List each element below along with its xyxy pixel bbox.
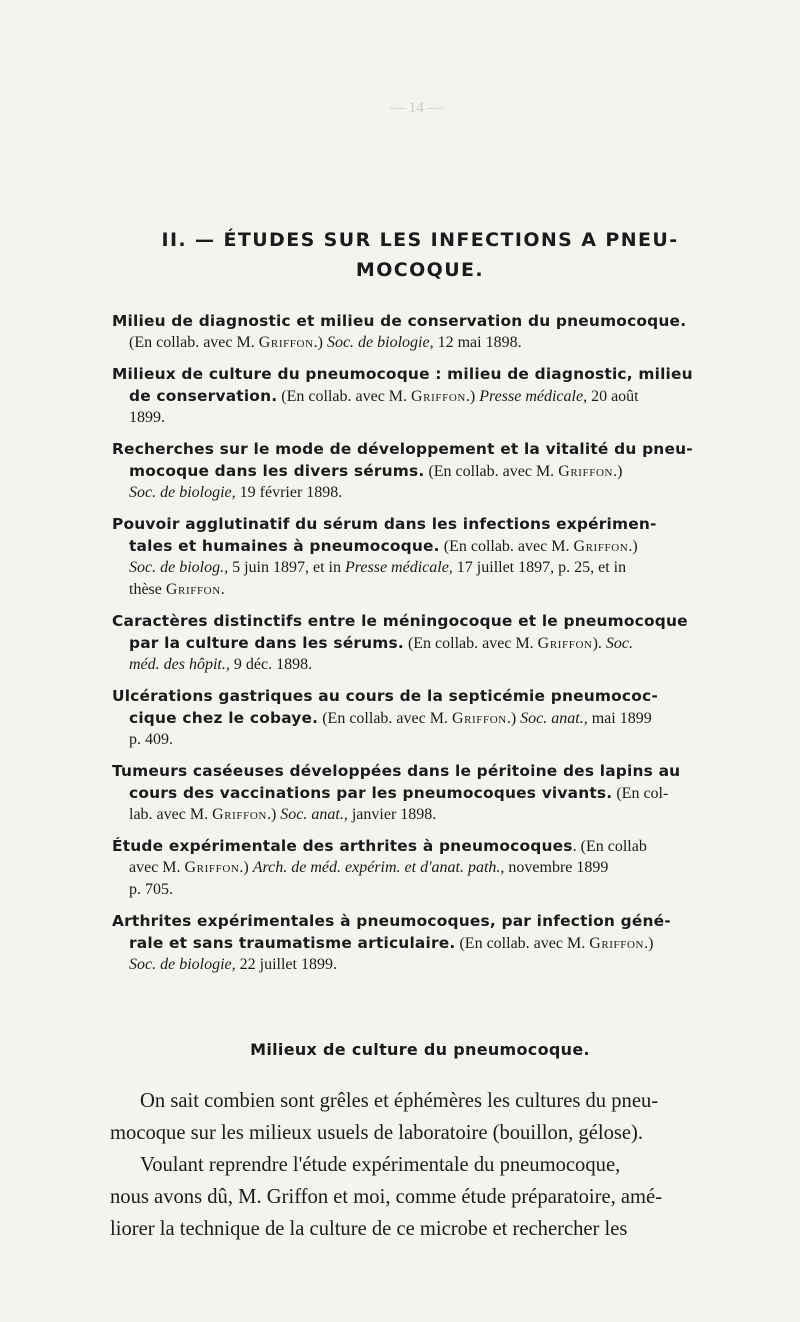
reference-line [112, 932, 767, 954]
reference-title: Milieu de diagnostic et milieu de conservation du pneumocoque. [112, 312, 687, 330]
reference-text: .) [644, 935, 654, 952]
reference-line [112, 879, 767, 901]
reference-line [112, 438, 767, 460]
reference-text: (En collab. avec M. [318, 710, 452, 727]
reference-text: .) [313, 334, 327, 351]
reference-text: novembre 1899 [504, 859, 609, 876]
reference-title: Étude expérimentale des arthrites à pneumocoques [112, 837, 573, 855]
reference-text: (En col- [612, 785, 669, 802]
reference-author: Griffon [258, 334, 314, 351]
reference-journal: Soc. de biologie, [129, 484, 236, 501]
reference-line [112, 835, 767, 857]
reference-line [112, 579, 767, 601]
reference-text: . [220, 581, 225, 598]
reference-entry [112, 685, 767, 751]
reference-line [112, 782, 767, 804]
reference-journal: Soc. de biolog., [129, 559, 229, 576]
reference-line [112, 910, 767, 932]
reference-author: Griffon [212, 806, 267, 823]
reference-journal: Soc. anat., [520, 710, 588, 727]
reference-journal: Presse médicale, [344, 559, 453, 576]
body-line: On sait combien sont grêles et éphémères les cultures du pneu- [140, 1090, 659, 1112]
section-title [100, 225, 740, 285]
reference-author: Griffon [184, 859, 240, 876]
reference-text: 9 déc. 1898. [229, 656, 313, 673]
reference-text: 5 juin 1897, et in [228, 559, 345, 576]
reference-line [112, 729, 767, 751]
body-line: liorer la technique de la culture de ce microbe et rechercher les [110, 1218, 628, 1240]
reference-title: Recherches sur le mode de développement et la vitalité du pneu- [112, 440, 693, 458]
reference-entry [112, 310, 767, 354]
reference-journal: Soc. de biologie, [326, 334, 434, 351]
reference-title: de conservation. [129, 387, 278, 405]
reference-line [112, 685, 767, 707]
reference-line [112, 310, 767, 332]
reference-author: Griffon [573, 538, 629, 555]
reference-text: 22 juillet 1899. [235, 956, 337, 973]
reference-journal: Presse médicale, [479, 388, 588, 405]
reference-title: Pouvoir agglutinatif du sérum dans les infections expérimen- [112, 515, 657, 533]
reference-title: Arthrites expérimentales à pneumocoques, par infection géné- [112, 912, 671, 930]
reference-entry [112, 363, 767, 429]
reference-title: tales et humaines à pneumocoque. [129, 537, 440, 555]
reference-text: lab. avec M. [129, 806, 213, 823]
reference-title: Caractères distinctifs entre le méningocoque et le pneumocoque [112, 612, 688, 630]
reference-line [112, 482, 767, 504]
body-paragraphs [110, 1085, 770, 1245]
reference-text: avec M. [129, 859, 185, 876]
reference-text: p. 705. [129, 881, 173, 898]
reference-journal: Soc. de biologie, [129, 956, 236, 973]
reference-line [112, 857, 767, 879]
reference-line [112, 407, 767, 429]
reference-text: (En collab. avec M. [129, 334, 259, 351]
reference-entry [112, 760, 767, 826]
reference-title: Tumeurs caséeuses développées dans le péritoine des lapins au [112, 762, 681, 780]
reference-line [112, 535, 767, 557]
reference-author: Griffon [537, 635, 593, 652]
reference-text: .) [628, 538, 638, 555]
body-line: nous avons dû, M. Griffon et moi, comme étude préparatoire, amé- [110, 1186, 663, 1208]
reference-text: (En collab. avec M. [424, 463, 559, 480]
reference-text: thèse [129, 581, 166, 598]
reference-title: cique chez le cobaye. [129, 709, 319, 727]
body-line: Voulant reprendre l'étude expérimentale du pneumocoque, [140, 1154, 621, 1176]
reference-list [112, 310, 767, 985]
reference-line [112, 460, 767, 482]
reference-text: 20 août [587, 388, 639, 405]
reference-line [112, 557, 767, 579]
reference-text: .) [266, 806, 281, 823]
reference-text: (En collab. avec M. [439, 538, 574, 555]
body-line: mocoque sur les milieux usuels de laboratoire (bouillon, gélose). [110, 1122, 644, 1144]
reference-line [112, 363, 767, 385]
reference-entry [112, 835, 767, 901]
reference-text: janvier 1898. [347, 806, 437, 823]
reference-line [112, 954, 767, 976]
reference-text: 12 mai 1898. [433, 334, 522, 351]
reference-line [112, 385, 767, 407]
reference-entry [112, 910, 767, 976]
reference-author: Griffon [451, 710, 507, 727]
reference-line [112, 654, 767, 676]
reference-author: Griffon [165, 581, 221, 598]
reference-journal: méd. des hôpit., [129, 656, 230, 673]
reference-author: Griffon [411, 388, 466, 405]
page-number: — 14 — [390, 100, 443, 116]
reference-text: .) [613, 463, 623, 480]
reference-journal: Soc. anat., [280, 806, 348, 823]
reference-text: 17 juillet 1897, p. 25, et in [452, 559, 627, 576]
reference-text: . (En collab [572, 838, 647, 855]
reference-line [112, 332, 767, 354]
reference-line [112, 513, 767, 535]
reference-author: Griffon [589, 935, 645, 952]
reference-text: .) [506, 710, 521, 727]
reference-title: cours des vaccinations par les pneumocoques vivants. [129, 784, 613, 802]
reference-text: ). [592, 635, 606, 652]
reference-entry [112, 513, 767, 601]
reference-line [112, 760, 767, 782]
reference-author: Griffon [558, 463, 614, 480]
reference-title: Milieux de culture du pneumocoque : milieu de diagnostic, milieu [112, 365, 693, 383]
reference-title: par la culture dans les sérums. [129, 634, 404, 652]
reference-text: (En collab. avec M. [403, 635, 538, 652]
reference-text: 1899. [129, 409, 165, 426]
reference-text: 19 février 1898. [235, 484, 343, 501]
reference-journal: Soc. [605, 635, 633, 652]
reference-entry [112, 610, 767, 676]
section-subheading: Milieux de culture du pneumocoque. [250, 1040, 590, 1059]
reference-text: mai 1899 [587, 710, 652, 727]
section-title-line-2: MOCOQUE. [355, 259, 485, 281]
reference-text: p. 409. [129, 731, 173, 748]
reference-journal: Arch. de méd. expérim. et d'anat. path., [252, 859, 505, 876]
reference-title: rale et sans traumatisme articulaire. [129, 934, 456, 952]
reference-line [112, 804, 767, 826]
reference-entry [112, 438, 767, 504]
reference-text: .) [465, 388, 480, 405]
reference-line [112, 632, 767, 654]
reference-text: (En collab. avec M. [277, 388, 412, 405]
reference-title: Ulcérations gastriques au cours de la septicémie pneumococ- [112, 687, 658, 705]
reference-line [112, 707, 767, 729]
reference-title: mocoque dans les divers sérums. [129, 462, 425, 480]
reference-text: (En collab. avec M. [455, 935, 590, 952]
reference-text: .) [239, 859, 253, 876]
reference-line [112, 610, 767, 632]
section-title-line-1: II. — ÉTUDES SUR LES INFECTIONS A PNEU- [161, 229, 679, 251]
